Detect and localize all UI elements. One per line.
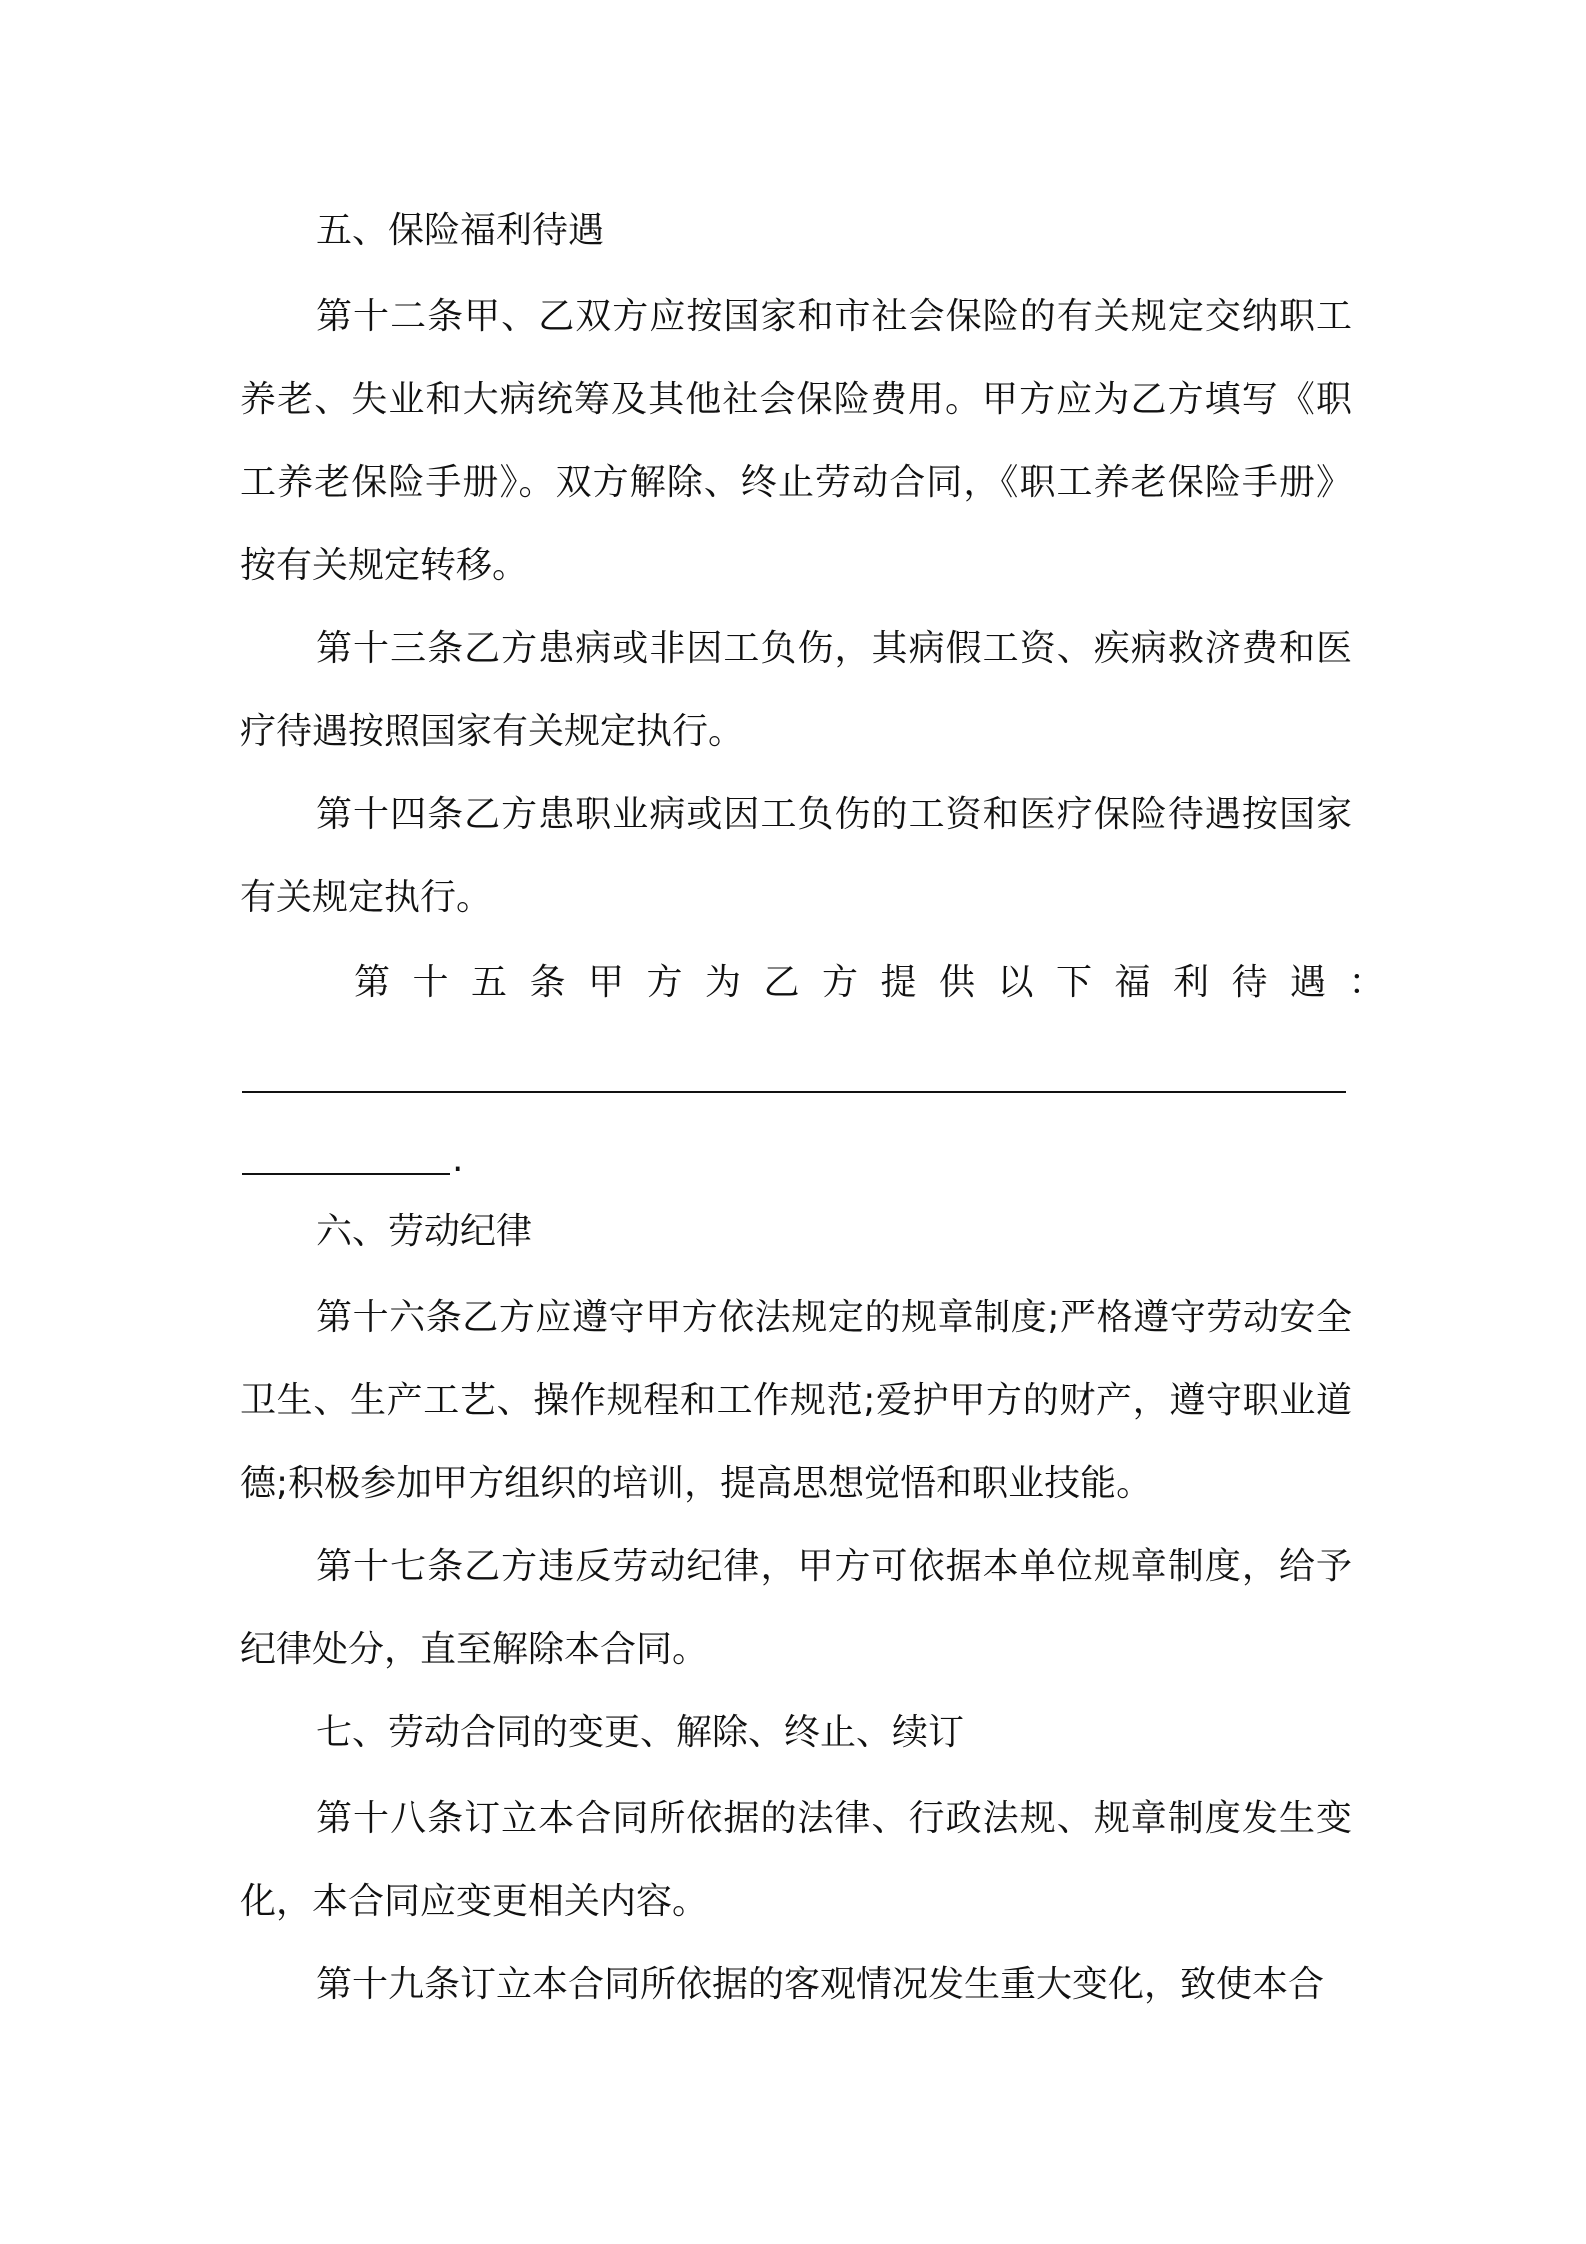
article-19: 第十九条订立本合同所依据的客观情况发生重大变化，致使本合 (316, 1964, 1325, 2005)
article-17: 第十七条乙方违反劳动纪律，甲方可依据本单位规章制度，给予纪律处分，直至解除本合同。 (240, 1546, 1352, 1670)
section-heading-insurance: 五、保险福利待遇 (316, 210, 605, 251)
fill-in-blank-line (242, 1091, 1346, 1093)
blank-period: . (452, 1139, 464, 1180)
fill-in-blank-line-short (242, 1173, 450, 1175)
section-heading-discipline: 六、劳动纪律 (316, 1211, 533, 1252)
article-15: 第十五条甲方为乙方提供以下福利待遇： (354, 962, 1408, 1003)
article-16: 第十六条乙方应遵守甲方依法规定的规章制度;严格遵守劳动安全卫生、生产工艺、操作规程和工作规范;爱护甲方的财产，遵守职业道德;积极参加甲方组织的培训，提高思想觉悟和职业技能。 (240, 1297, 1352, 1504)
article-12: 第十二条甲、乙双方应按国家和市社会保险的有关规定交纳职工养老、失业和大病统筹及其他社会保险费用。甲方应为乙方填写《职工养老保险手册》。双方解除、终止劳动合同，《职工养老保险手册》按有关规定转移。 (240, 296, 1352, 586)
article-13: 第十三条乙方患病或非因工负伤，其病假工资、疾病救济费和医疗待遇按照国家有关规定执行。 (240, 628, 1352, 752)
article-14: 第十四条乙方患职业病或因工负伤的工资和医疗保险待遇按国家有关规定执行。 (240, 794, 1352, 918)
article-18: 第十八条订立本合同所依据的法律、行政法规、规章制度发生变化，本合同应变更相关内容。 (240, 1798, 1352, 1922)
section-heading-contract-changes: 七、劳动合同的变更、解除、终止、续订 (316, 1712, 965, 1753)
